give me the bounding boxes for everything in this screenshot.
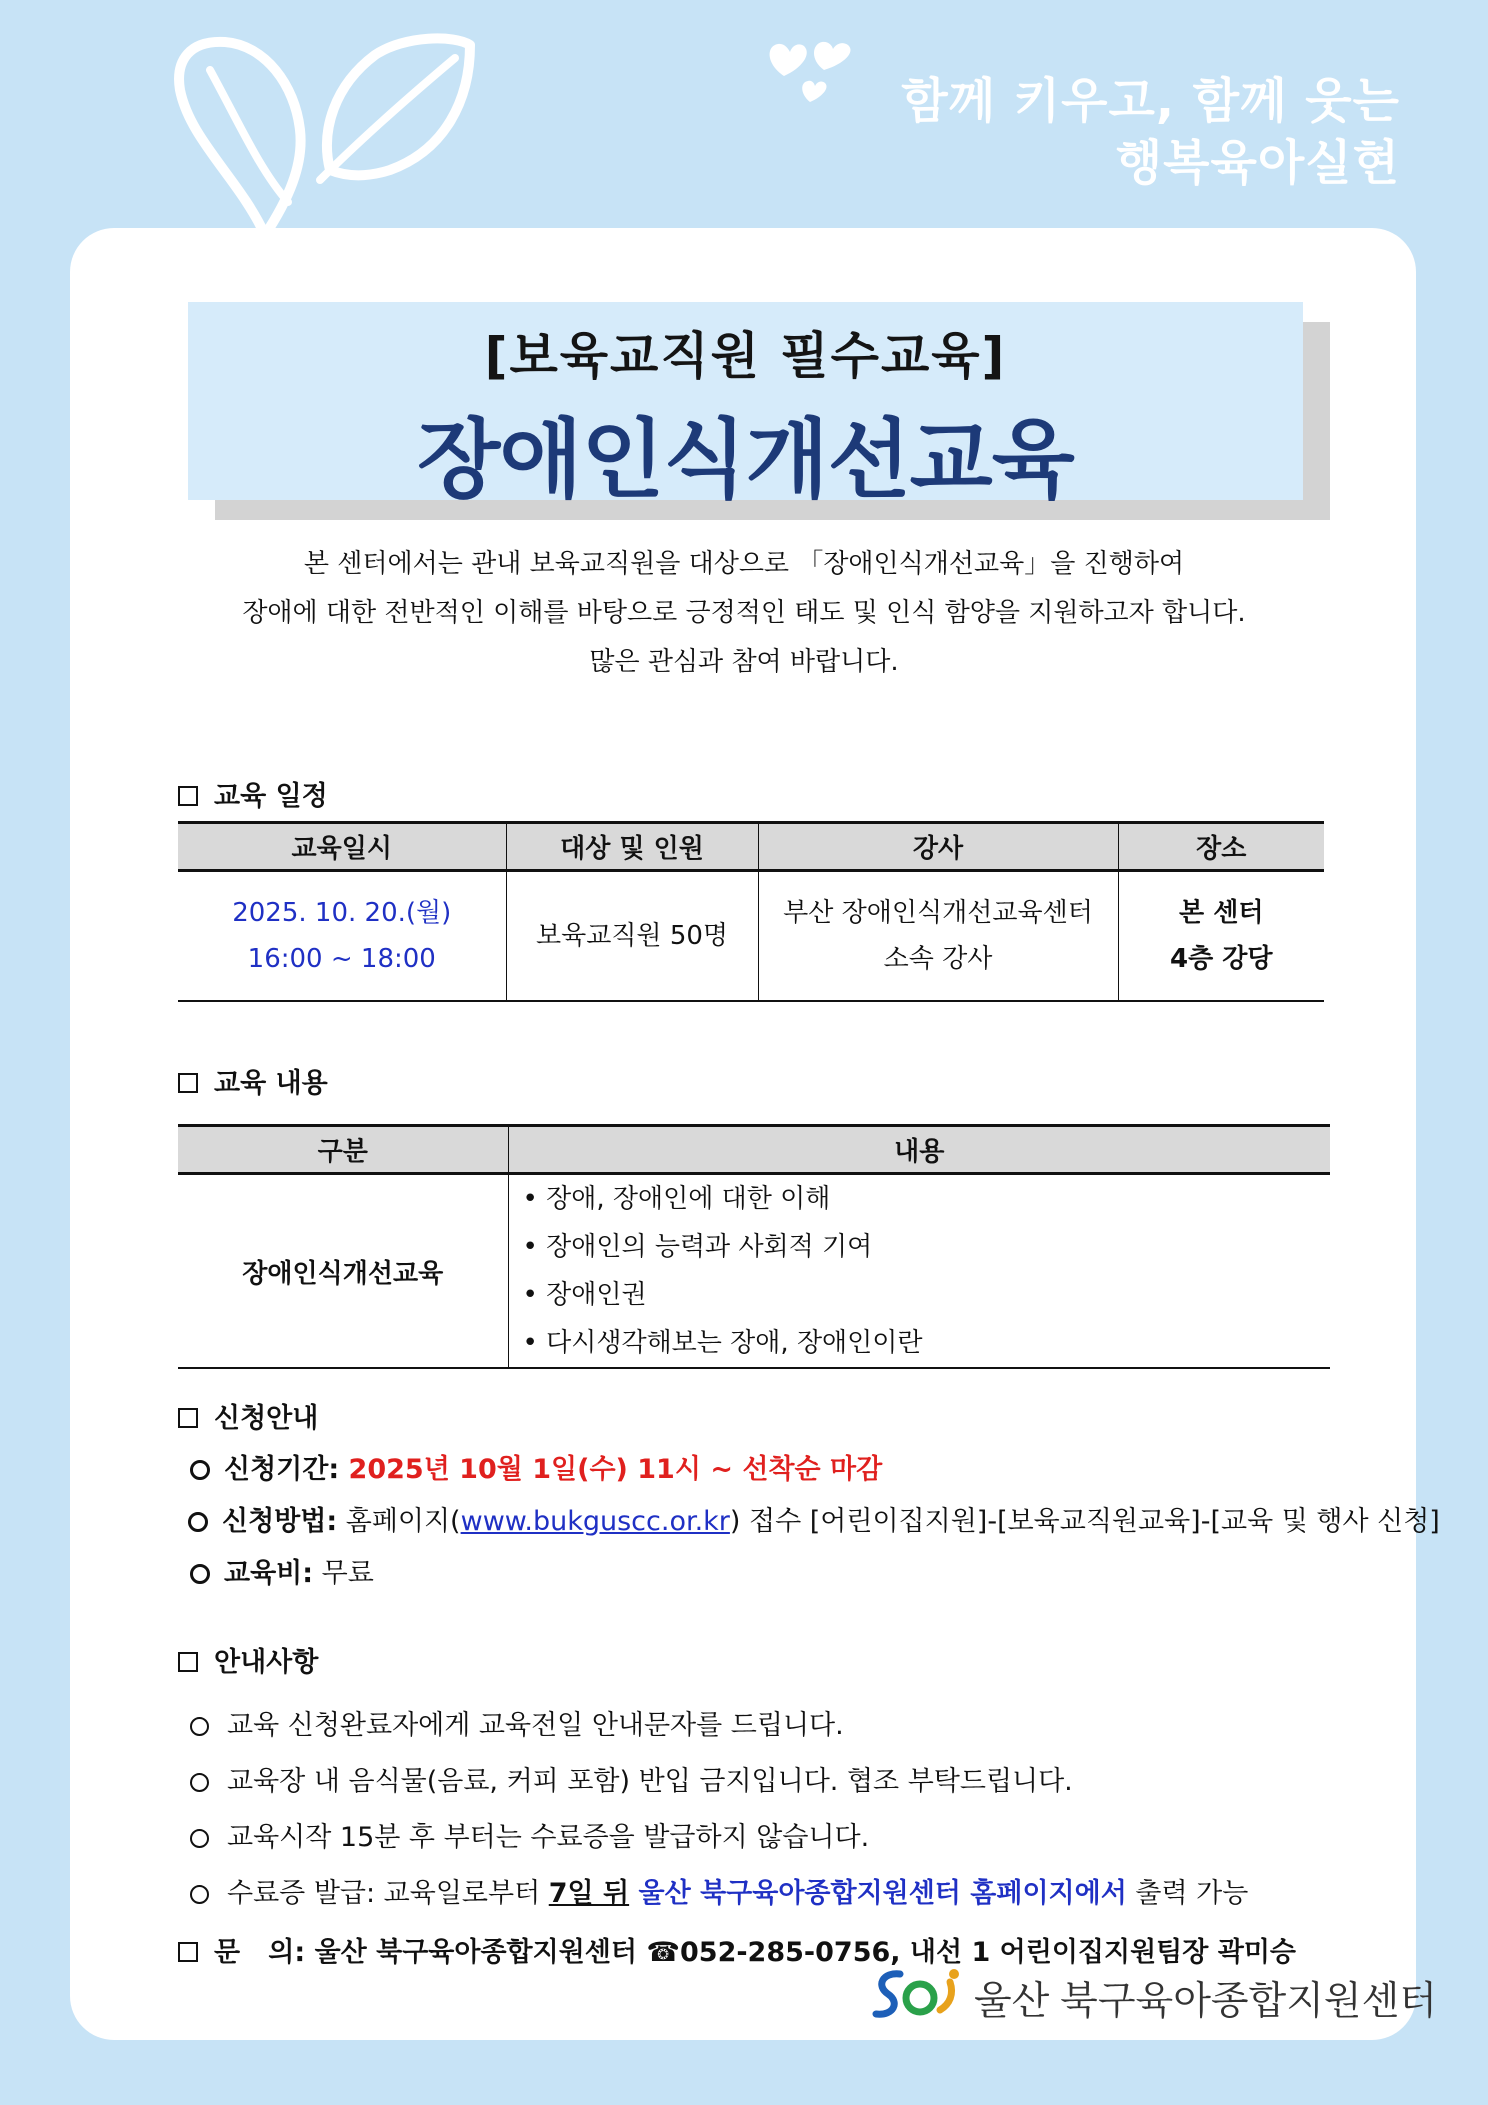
apply-heading [178, 1396, 318, 1435]
apply-fee-label: 교육비: [224, 1558, 314, 1589]
checkbox-square-icon [178, 1652, 198, 1672]
contact-label: 문 의: [214, 1937, 306, 1968]
note-item [190, 1698, 1248, 1754]
content-table [178, 1124, 1330, 1369]
schedule-heading [178, 774, 328, 813]
apply-method-label: 신청방법: [222, 1506, 338, 1537]
note-text: 교육 신청완료자에게 교육전일 안내문자를 드립니다. [227, 1710, 844, 1741]
apply-info [190, 1444, 1440, 1600]
checkbox-square-icon [178, 786, 198, 806]
column-header: 강사 [758, 823, 1118, 871]
content-category: 장애인식개선교육 [178, 1174, 508, 1369]
table-header-row [178, 1126, 1330, 1174]
checkbox-square-icon [178, 1073, 198, 1093]
schedule-heading-text: 교육 일정 [214, 781, 328, 812]
circle-bullet-icon [190, 1460, 210, 1480]
notes-list [190, 1698, 1248, 1922]
column-header: 교육일시 [178, 823, 506, 871]
table-row [178, 1174, 1330, 1369]
place-line1: 본 센터 [1179, 897, 1264, 928]
schedule-instructor [758, 871, 1118, 1001]
apply-method-prefix: 홈페이지( [345, 1506, 461, 1537]
apply-heading-text: 신청안내 [214, 1403, 319, 1434]
schedule-place [1118, 871, 1324, 1001]
schedule-time: 16:00 ~ 18:00 [247, 943, 436, 974]
homepage-link[interactable]: www.bukguscc.or.kr [460, 1506, 730, 1537]
circle-bullet-icon [190, 1717, 209, 1736]
apply-fee-value: 무료 [321, 1558, 374, 1589]
hearts-icon [762, 36, 858, 106]
note-text-suffix: 출력 가능 [1126, 1878, 1249, 1909]
intro-line1: 본 센터에서는 관내 보육교직원을 대상으로 「장애인식개선교육」을 진행하여 [303, 549, 1185, 579]
title-subtitle: [보육교직원 필수교육] [484, 327, 1007, 385]
column-header: 구분 [178, 1126, 508, 1174]
logo-mark-icon [870, 1964, 970, 2024]
apply-period-label: 신청기간: [224, 1454, 340, 1485]
list-item: • 장애, 장애인에 대한 이해 [522, 1184, 831, 1214]
apply-method [188, 1496, 1440, 1548]
column-header: 대상 및 인원 [506, 823, 758, 871]
instructor-line1: 부산 장애인식개선교육센터 [783, 897, 1093, 928]
note-text: 교육시작 15분 후 부터는 수료증을 발급하지 않습니다. [227, 1822, 870, 1853]
intro-line3: 많은 관심과 참여 바랍니다. [589, 647, 899, 677]
contact-line [178, 1930, 1296, 1969]
apply-method-suffix: ) 접수 [어린이집지원]-[보육교직원교육]-[교육 및 행사 신청] [729, 1506, 1440, 1537]
schedule-table [178, 821, 1324, 1002]
note-item [190, 1866, 1248, 1922]
place-line2: 4층 강당 [1170, 943, 1273, 974]
table-row [178, 871, 1324, 1001]
apply-period-value: 2025년 10월 1일(수) 11시 ~ 선착순 마감 [348, 1454, 883, 1485]
intro-line2: 장애에 대한 전반적인 이해를 바탕으로 긍정적인 태도 및 인식 함양을 지원하고자 합니다. [242, 598, 1246, 628]
schedule-datetime [178, 871, 506, 1001]
content-heading-text: 교육 내용 [214, 1068, 328, 1099]
notes-heading-text: 안내사항 [214, 1647, 319, 1678]
list-item: • 다시생각해보는 장애, 장애인이란 [522, 1328, 923, 1358]
note-underline: 7일 뒤 [548, 1878, 630, 1909]
intro-text [180, 540, 1308, 687]
notes-heading [178, 1640, 318, 1679]
title-box [188, 302, 1303, 510]
note-text: 수료증 발급: 교육일로부터 [227, 1878, 549, 1909]
instructor-line2: 소속 강사 [883, 943, 993, 974]
contact-text: 울산 북구육아종합지원센터 ☎052-285-0756, 내선 1 어린이집지원팀장 곽미승 [314, 1937, 1296, 1968]
page-title: 장애인식개선교육 [417, 410, 1074, 510]
circle-bullet-icon [188, 1512, 208, 1532]
content-items [508, 1174, 1330, 1369]
schedule-date: 2025. 10. 20.(월) [232, 897, 452, 928]
circle-bullet-icon [190, 1773, 209, 1792]
list-item: • 장애인의 능력과 사회적 기여 [522, 1232, 873, 1262]
circle-bullet-icon [190, 1885, 209, 1904]
slogan [901, 70, 1400, 194]
schedule-target: 보육교직원 50명 [506, 871, 758, 1001]
table-header-row [178, 823, 1324, 871]
note-text: 교육장 내 음식물(음료, 커피 포함) 반입 금지입니다. 협조 부탁드립니다. [227, 1766, 1073, 1797]
note-item [190, 1810, 1248, 1866]
apply-fee [190, 1548, 1440, 1600]
content-heading [178, 1061, 328, 1100]
apply-period [190, 1444, 1440, 1496]
leaf-decoration-icon [170, 30, 500, 240]
logo-text: 울산 북구육아종합지원센터 [974, 1980, 1437, 2023]
slogan-line1: 함께 키우고, 함께 웃는 [901, 73, 1400, 129]
list-item: • 장애인권 [522, 1280, 647, 1310]
column-header: 장소 [1118, 823, 1324, 871]
circle-bullet-icon [190, 1564, 210, 1584]
checkbox-square-icon [178, 1942, 198, 1962]
checkbox-square-icon [178, 1408, 198, 1428]
column-header: 내용 [508, 1126, 1330, 1174]
circle-bullet-icon [190, 1829, 209, 1848]
note-item [190, 1754, 1248, 1810]
slogan-line2: 행복육아실현 [1115, 135, 1400, 191]
note-highlight: 울산 북구육아종합지원센터 홈페이지에서 [629, 1878, 1127, 1909]
